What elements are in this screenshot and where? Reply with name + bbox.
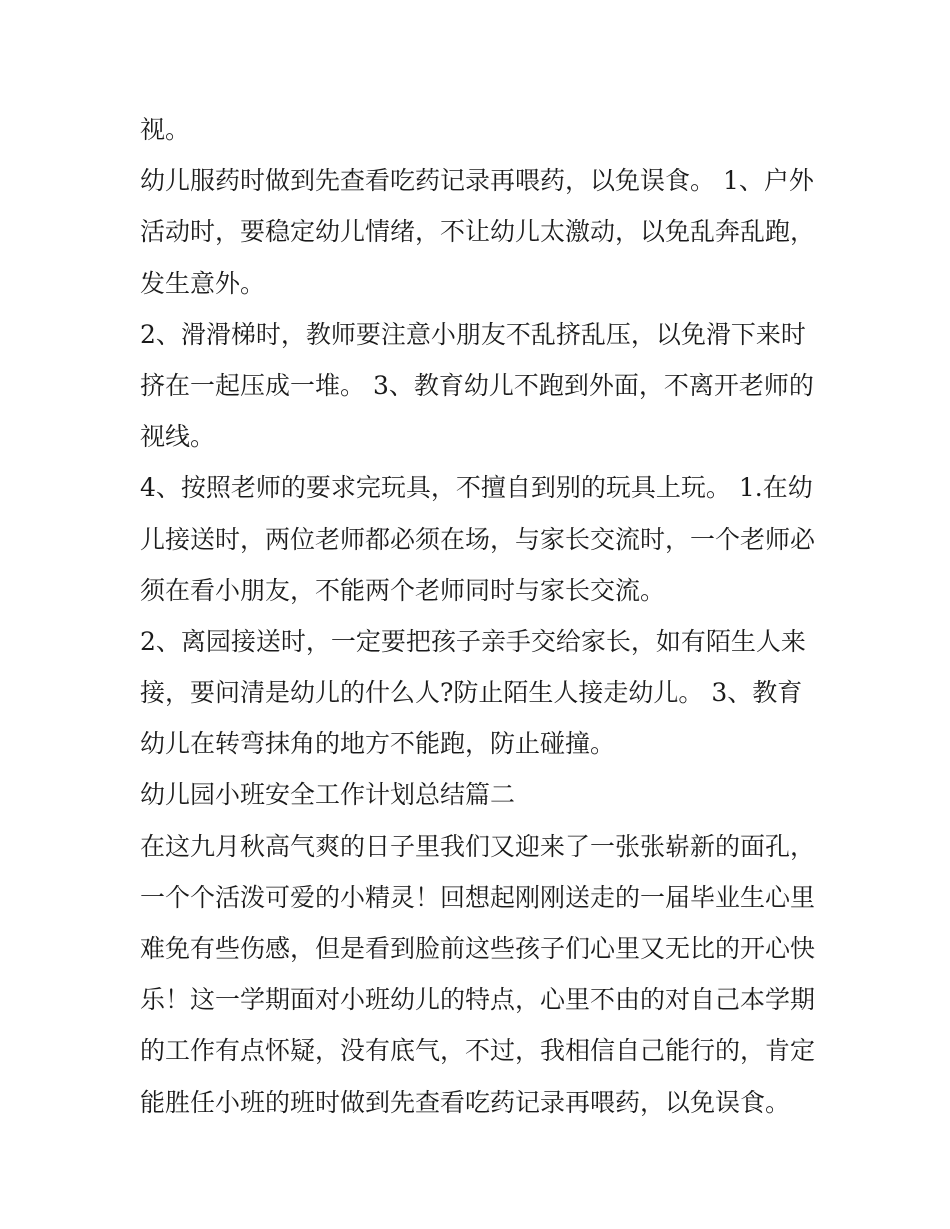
- text-line: 活动时，要稳定幼儿情绪，不让幼儿太激动，以免乱奔乱跑，: [140, 217, 816, 247]
- text-line: 2、离园接送时，一定要把孩子亲手交给家长，如有陌生人来: [140, 626, 806, 656]
- text-line: 在这九月秋高气爽的日子里我们又迎来了一张张崭新的面孔，: [140, 831, 816, 861]
- document-body: [140, 104, 820, 1128]
- text-line: 幼儿服药时做到先查看吃药记录再喂药，以免误食。 1、户外: [140, 166, 814, 196]
- text-line: 挤在一起压成一堆。 3、教育幼儿不跑到外面，不离开老师的: [140, 370, 814, 400]
- text-line: 接，要问清是幼儿的什么人?防止陌生人接走幼儿。 3、教育: [140, 678, 803, 708]
- text-line: 视线。: [140, 422, 216, 452]
- text-line: 的工作有点怀疑，没有底气，不过，我相信自己能行的，肯定: [140, 1036, 816, 1066]
- text-line: 视。: [140, 115, 191, 144]
- text-line: 4、按照老师的要求完玩具，不擅自到别的玩具上玩。 1.在幼: [140, 473, 813, 503]
- text-line: 幼儿在转弯抹角的地方不能跑，防止碰撞。: [140, 729, 616, 759]
- text-line: 发生意外。: [140, 268, 266, 298]
- text-line: 难免有些伤感，但是看到脸前这些孩子们心里又无比的开心快: [140, 934, 816, 963]
- text-line: 儿接送时，两位老师都必须在场，与家长交流时，一个老师必: [140, 524, 816, 554]
- text-line: 须在看小朋友，不能两个老师同时与家长交流。: [140, 575, 666, 605]
- section-heading: 幼儿园小班安全工作计划总结篇二: [140, 780, 516, 810]
- text-line: 乐！这一学期面对小班幼儿的特点，心里不由的对自己本学期: [140, 985, 816, 1015]
- text-line: 能胜任小班的班时做到先查看吃药记录再喂药，以免误食。: [140, 1087, 791, 1117]
- text-line: 2、滑滑梯时，教师要注意小朋友不乱挤乱压，以免滑下来时: [140, 319, 806, 349]
- text-line: 一个个活泼可爱的小精灵！回想起刚刚送走的一届毕业生心里: [140, 882, 816, 912]
